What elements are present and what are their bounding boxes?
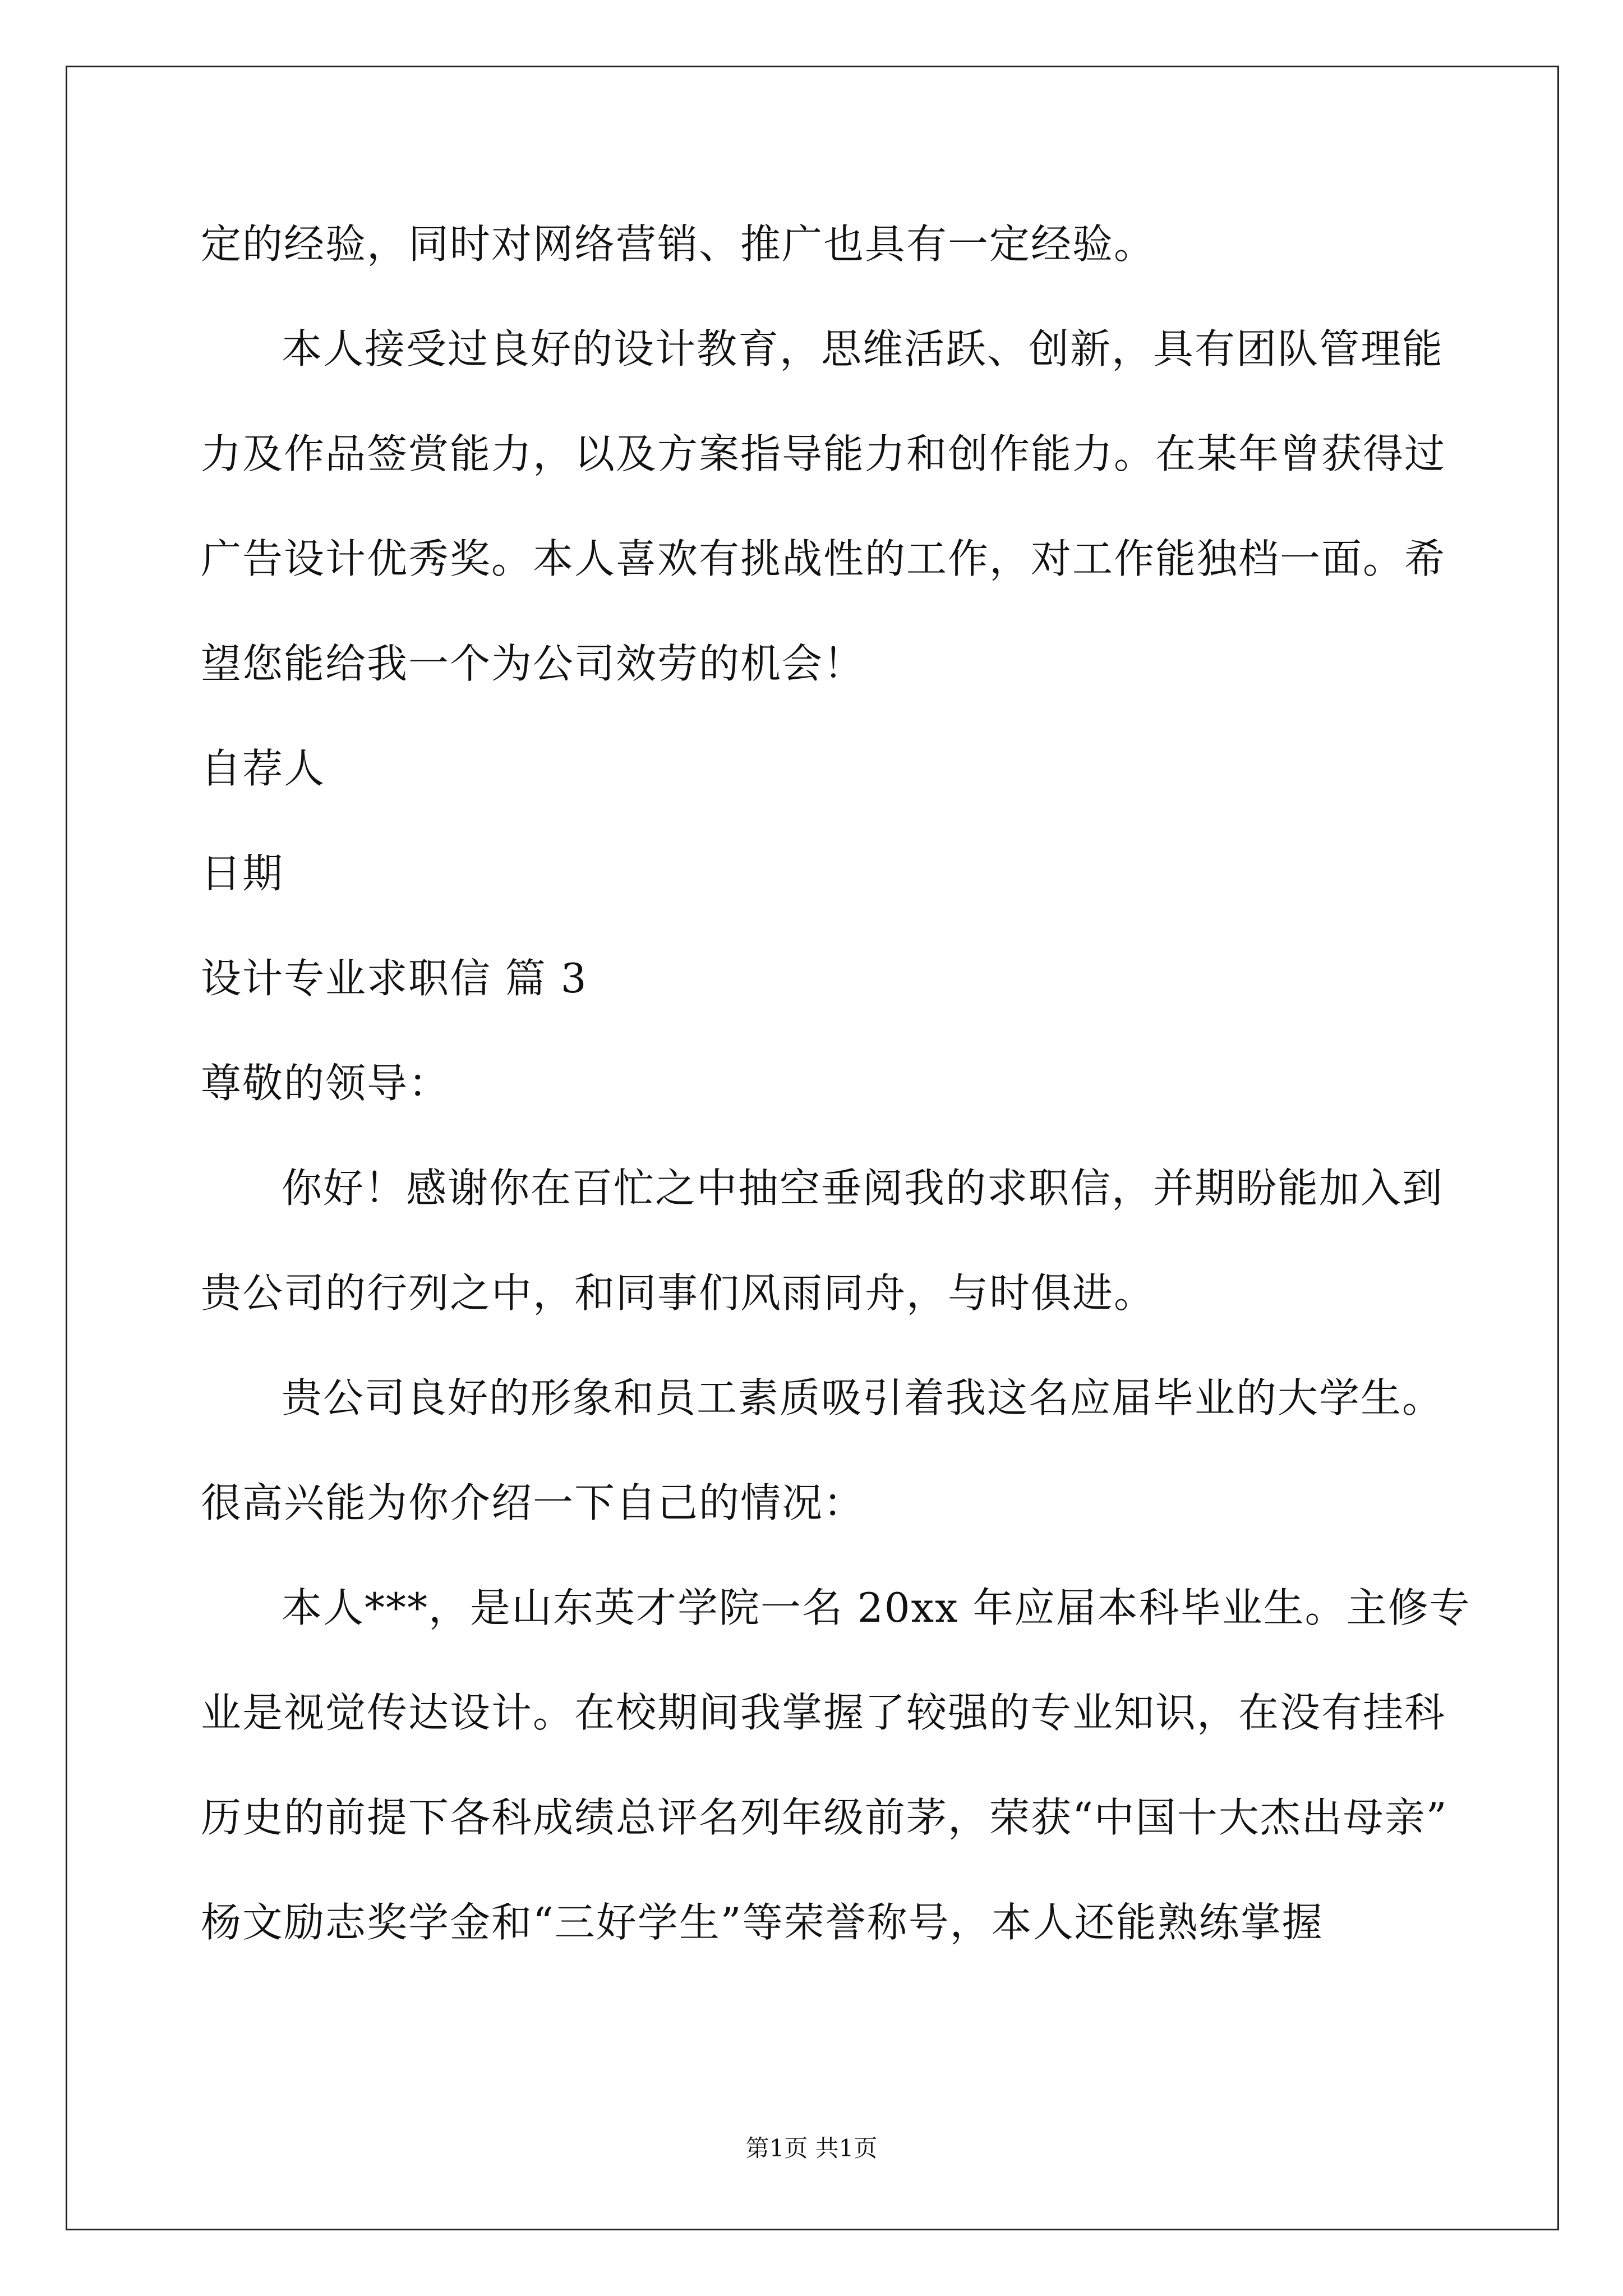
text-line: 广告设计优秀奖。本人喜欢有挑战性的工作，对工作能独档一面。希	[201, 535, 1446, 582]
text-line: 定的经验，同时对网络营销、推广也具有一定经验。	[201, 220, 1156, 268]
text-line: 望您能给我一个为公司效劳的机会！	[201, 640, 865, 687]
paragraph-line: 本人接受过良好的设计教育，思维活跃、创新，具有团队管理能	[282, 325, 1444, 372]
paragraph-line: 本人***，是山东英才学院一名 20xx 年应届本科毕业生。主修专	[282, 1584, 1471, 1631]
text-line: 贵公司的行列之中，和同事们风雨同舟，与时俱进。	[201, 1269, 1156, 1317]
signature-label: 自荐人	[201, 745, 326, 792]
text-line: 历史的前提下各科成绩总评名列年级前茅，荣获“中国十大杰出母亲”	[201, 1794, 1448, 1841]
text-line: 很高兴能为你介绍一下自己的情况：	[201, 1479, 865, 1526]
date-label: 日期	[201, 850, 284, 897]
page-footer: 第1页 共1页	[745, 2134, 878, 2162]
text-line: 力及作品签赏能力，以及方案指导能力和创作能力。在某年曾获得过	[201, 430, 1446, 477]
paragraph-line: 贵公司良好的形象和员工素质吸引着我这名应届毕业的大学生。	[282, 1374, 1444, 1421]
salutation: 尊敬的领导：	[201, 1060, 450, 1107]
section-heading: 设计专业求职信 篇 3	[201, 955, 588, 1002]
text-line: 杨文励志奖学金和“三好学生”等荣誉称号，本人还能熟练掌握	[201, 1899, 1324, 1946]
text-line: 业是视觉传达设计。在校期间我掌握了较强的专业知识，在没有挂科	[201, 1689, 1446, 1736]
paragraph-line: 你好！感谢你在百忙之中抽空垂阅我的求职信，并期盼能加入到	[282, 1165, 1444, 1212]
